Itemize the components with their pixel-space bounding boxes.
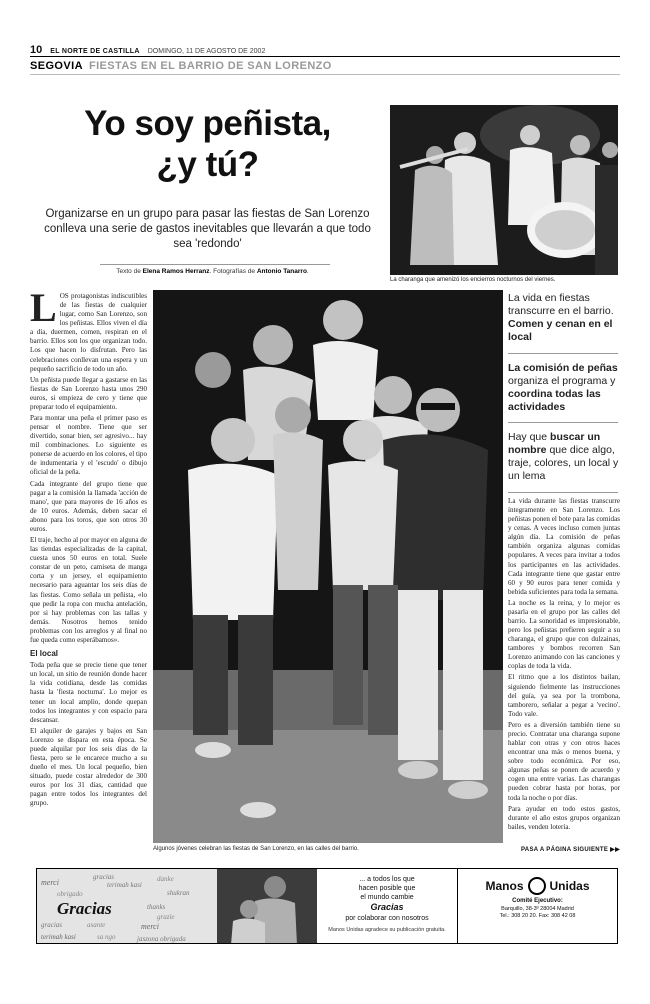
ad-gracias: Gracias [370,902,404,913]
byline-author: Elena Ramos Herranz [142,268,210,275]
ad-small-print: Manos Unidas agradece su publicación gratuita. [328,927,446,934]
continue-link[interactable]: PASA A PÁGINA SIGUIENTE ▶▶ [520,847,620,853]
photo-jovenes-caption: Algunos jóvenes celebran las fiestas de San Lorenzo, en las calles del barrio. [153,846,359,852]
credit-rule [100,264,330,265]
highlight-3-text-b: que dice algo, traje, colores, un local y un lema [508,444,619,483]
highlight-1-text: La vida en fiestas transcurre en el barrio. [508,292,614,318]
ad-word-10: asante [87,921,106,929]
highlight-3-text-a: Hay que [508,431,548,443]
ad-words-graphic [37,869,217,943]
byline: Texto de Elena Ramos Herranz. Fotografías de Antonio Tanarro. [116,268,309,275]
paragraph-1-text: OS protagonistas indiscutibles de las fiestas de cualquier lugar, como San Lorenzo, son los peñistas. Ellos viven el día a día, duermen, comen, respiran en el barrio. Ellos son los que organizan todo. Los que hacen lo disfrutan. Pero las celebraciones conllevan una espera y un pequeño sacrificio de todo un año. [30,292,147,373]
highlight-rule-3 [508,492,618,493]
highlight-1-bold: Comen y cenan en el local [508,318,613,344]
ad-word-11: terimah kasi [41,933,76,941]
standfirst: Organizarse en un grupo para pasar las fiestas de San Lorenzo conlleva una serie de gastos inevitables que llevarán a que todo sea 'redondo' [44,208,371,251]
advertisement-manos-unidas[interactable] [36,868,618,944]
ad-word-12: sa ngo [97,933,116,941]
ad-line-1: ... a todos los que [359,876,415,883]
ad-thanks-words [37,869,217,943]
ad-big-gracias: Gracias [57,899,112,918]
ad-word-1: merci [41,878,59,887]
brand-word-right: Unidas [549,879,590,893]
article-column-right-highlights [508,292,620,501]
photo-charanga-caption: La charanga que amenizó los encierros nocturnos del viernes. [390,277,556,283]
ad-word-3: obrigado [57,890,83,898]
section-heading [30,60,332,72]
photo-jovenes [153,290,503,843]
ad-children-photo [217,869,317,943]
highlight-2-bold-b: coordina todas las actividades [508,387,601,413]
highlight-rule-2 [508,422,618,423]
page-number: 10 [30,44,43,56]
photo-charanga [390,105,618,275]
right-paragraph-5: Para ayudar en todo estos gastos, durante el año estos grupos organizan bailes, venden lotería. [508,804,620,831]
right-paragraph-4: Pero es a diversión también tiene su precio. Contratar una charanga supone hablar con otras y con otros haces encontrar una más o menos buena, y sobre todo económica. Por eso, algunas peñas se ponen de acuerdo y cogen una entre varias. Las charangas pueden cobrar hasta por horas, por toda la noche o por días. [508,720,620,802]
ad-line-2: hacen posible que [358,885,416,893]
photo-jovenes-graphic [153,290,503,843]
paragraph-2: Un peñista puede llegar a gastarse en las fiestas de San Lorenzo hasta unos 290 euros, si empieza de cero y tiene que preparar todo el equipamiento. [30,375,147,411]
page-header [30,44,620,56]
highlight-1 [508,292,620,345]
right-paragraph-2: La noche es la reina, y lo mejor es pasarla en el grupo por las calles del barrio. La sonoridad es impresionable, pero los peñistas prefieren seguir a su charanga, el grupo que con dulzainas, tambores y bombos recorren San Lorenzo animando con las canciones y coplas de toda la vida. [508,598,620,671]
subhead-el-local: El local [30,648,59,658]
highlight-2-bold-a: La comisión de peñas [508,361,618,374]
paragraph-3: Para montar una peña el primer paso es pensar el nombre. Tiene que ser divertido, sonar bien, ser agresivo... hay mil combinaciones. Lo siguiente es ponerse de acuerdo en los colores, el tipo de indumentaria y el 'escudo' o dibujo oficial de la peña. [30,414,148,477]
highlight-2-text: organiza el programa y [508,374,616,387]
paragraph-4: Cada integrante del grupo tiene que pagar a la comisión la llamada 'acción de mano', que para mayores de 16 años es de 10 euros. Además, deben sacar el abono para los toros, que son otros 30 euros. [30,479,147,533]
highlight-3 [508,431,620,484]
ad-word-5: shukran [167,889,190,897]
dropcap: L [30,285,57,330]
ad-message [317,869,457,943]
headline-line-1: Yo soy peñista, [84,104,331,143]
byline-mid: . Fotografías de [209,268,256,275]
ad-photo-graphic [217,869,317,943]
paragraph-7: El alquiler de garajes y bajos en San Lorenzo se dispara en esta época. Se puede alquilar por los seis días de la fiesta, pero se le encarece mucho a su dueño el mes. Un local pequeño, bien situado, puede costar alrededor de 300 euros por los 31 días, cantidad que pagan entre todos los integrantes del grupo. [30,726,147,808]
highlight-rule-1 [508,353,618,354]
ad-line-4: por colaborar con nosotros [345,914,429,922]
ad-committee: Comité Ejecutivo: [512,898,563,904]
byline-photographer: Antonio Tanarro [256,268,307,275]
byline-prefix: Texto de [116,268,141,275]
paragraph-1 [30,285,147,374]
article-column-left [30,285,148,810]
paragraph-5: El traje, hecho al por mayor en alguna de las tiendas especializadas de la capital, cuesta unos 50 euros en total. Suele constar de un peto, camiseta de manga corta y un jersey, el equipamiento necesario para aguantar los seis días de las fiestas. Como señala un peñista, «lo que pedir la ropa con mucha antelación, por si hay problemas con las tallas y demás. Nosotros hemos tenido problemas con los arreglos y al final no fue queda como esperábamos». [30,536,147,644]
ad-word-13: jaszona obrigada [137,935,186,943]
ad-address: Barquillo, 38-3º 28004 Madrid [501,906,574,912]
ad-word-4: danke [157,875,174,883]
ad-word-9: gracias [41,921,62,929]
section-city: SEGOVIA [30,60,83,72]
right-paragraph-3: El ritmo que a los distintos bailan, siguiendo fielmente las instrucciones del guía, ya sea por la trombona, tamborero, señalar a pegar a 'vecino'. Todo vale. [508,673,620,718]
article-column-right-body [508,497,620,834]
right-paragraph-1: La vida durante las fiestas transcurre íntegramente en San Lorenzo. Los peñistas ponen el bote para las comidas y cenas. A veces incluso comen juntas algún día. La comisión de peñas también organiza algunas comidas populares. A veces para invitar a todos los participantes en las actividades. Cada integrante tiene que gastar entre 60 y 90 euros para tener comida y bebida suficientes para toda la semana. [508,497,620,596]
ad-word-7: grazie [157,913,175,921]
highlight-3-bold: buscar un nombre [508,431,601,457]
section-rule [30,74,620,75]
ad-phone: Tel.: 308 20 20. Fax: 308 42 08 [499,913,576,919]
brand-word-left: Manos [485,879,524,893]
highlight-2 [508,362,620,415]
section-topic: FIESTAS EN EL BARRIO DE SAN LORENZO [88,60,332,72]
dateline: DOMINGO, 11 DE AGOSTO DE 2002 [147,48,266,55]
photo-charanga-graphic [390,105,618,275]
ad-brand [464,877,611,895]
headline-line-2: ¿y tú? [156,145,259,185]
newspaper-name: EL NORTE DE CASTILLA [50,48,140,55]
ad-word-8: merci [141,922,159,931]
ad-word-0: gracias [93,873,114,881]
paragraph-6: Toda peña que se precie tiene que tener un local, un sitio de reunión donde hacer la vida cotidiana, desde las comidas hasta la 'fiesta nocturna'. Lo mejor es tener un local amplio, donde quepan todos los integrantes y con espacio para descansar. [30,661,147,724]
ad-word-2: terimah kasi [107,881,142,889]
headline [30,103,385,186]
ad-brand-block [457,869,617,943]
header-rule [30,56,620,57]
ad-word-6: thanks [147,903,166,911]
globe-icon [528,877,546,895]
ad-line-3: el mundo cambie [360,894,414,902]
